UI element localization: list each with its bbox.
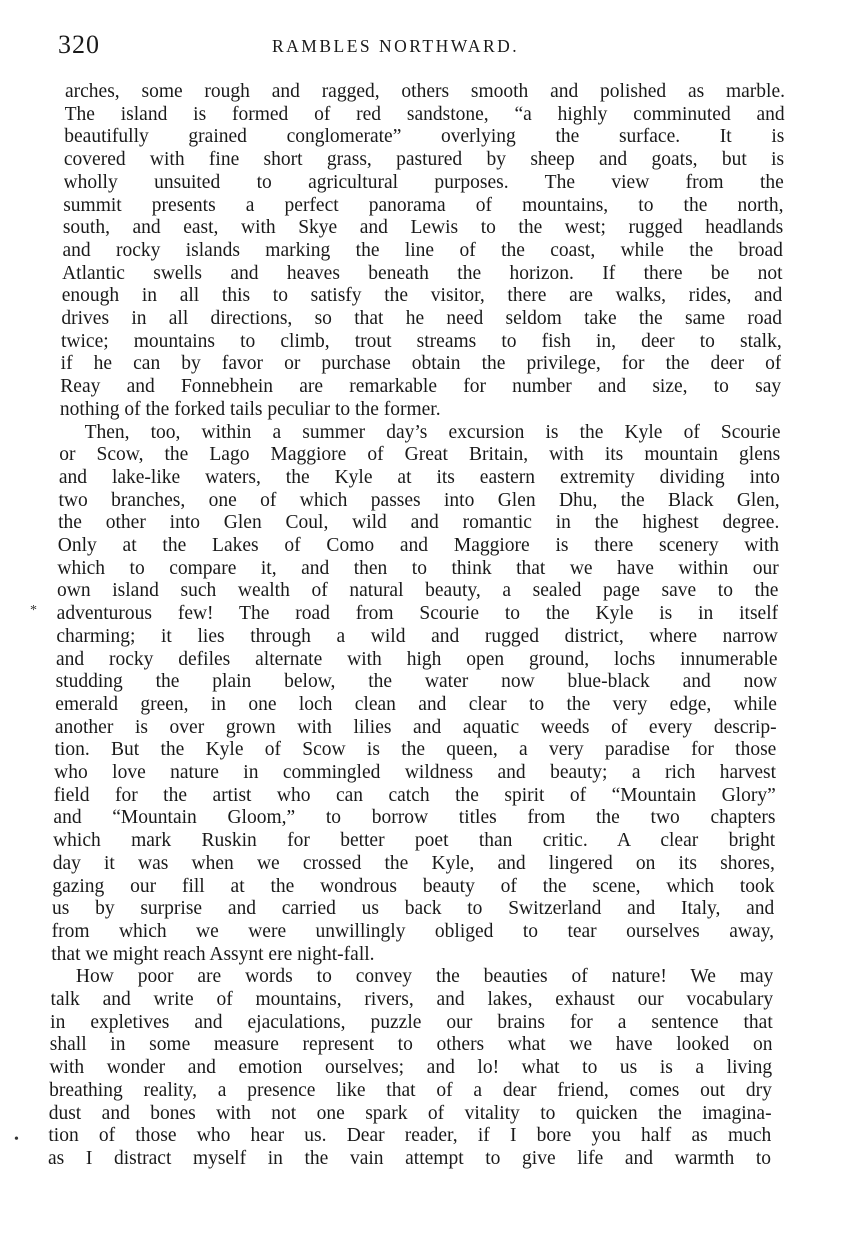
- text-line: breathing reality, a presence like that of a dear friend, comes out dry: [49, 1079, 772, 1101]
- text-line: adventurous few! The road from Scourie to the Kyle is in itself: [56, 603, 779, 625]
- text-line: Atlantic swells and heaves beneath the horizon. If there be not: [62, 262, 783, 284]
- text-line: emerald green, in one loch clean and clear to the very edge, while: [55, 693, 777, 715]
- text-line: covered with fine short grass, pastured by sheep and goats, but is: [63, 149, 785, 171]
- text-line: Reay and Fonnebhein are remarkable for number and size, to say: [60, 376, 782, 398]
- text-line: two branches, one of which passes into Glen Dhu, the Black Glen,: [58, 489, 780, 511]
- text-line: beautifully grained conglomerate” overlying the surface. It is: [64, 126, 785, 148]
- text-line: and “Mountain Gloom,” to borrow titles from the two chapters: [53, 807, 776, 829]
- text-line: enough in all this to satisfy the visitor, there are walks, rides, and: [61, 285, 783, 307]
- text-line: gazing our fill at the wondrous beauty of the scene, which took: [52, 875, 775, 897]
- text-line: and lake-like waters, the Kyle at its eastern extremity dividing into: [58, 466, 780, 488]
- text-line: twice; mountains to climb, trout streams to fish in, deer to stalk,: [61, 330, 782, 352]
- text-line: if he can by favor or purchase obtain the privilege, for the deer of: [60, 353, 782, 375]
- text-line: talk and write of mountains, rivers, and lakes, exhaust our vocabulary: [50, 989, 774, 1010]
- text-line: and rocky defiles alternate with high open ground, lochs innumerable: [55, 648, 778, 670]
- text-line: Then, too, within a summer day’s excursion is the Kyle of Scourie: [84, 421, 781, 443]
- text-line: the other into Glen Coul, wild and romantic in the highest degree.: [58, 512, 780, 534]
- text-line: dust and bones with not one spark of vitality to quicken the imagina-: [48, 1102, 772, 1124]
- text-line: own island such wealth of natural beauty, a sealed page save to the: [57, 580, 779, 602]
- text-line: drives in all directions, so that he need seldom take the same road: [61, 308, 782, 329]
- margin-mark-star: *: [30, 603, 37, 618]
- text-line: which to compare it, and then to think that we have within our: [57, 557, 779, 579]
- text-line: charming; it lies through a wild and rugged district, where narrow: [56, 625, 778, 647]
- text-line: that we might reach Assynt ere night-fall.: [51, 943, 375, 965]
- text-line: nothing of the forked tails peculiar to the former.: [59, 398, 441, 420]
- text-line: How poor are words to convey the beauties of nature! We may: [75, 966, 774, 988]
- text-line: wholly unsuited to agricultural purposes. The view from the: [63, 171, 784, 193]
- text-line: in expletives and ejaculations, puzzle our brains for a sentence that: [50, 1011, 773, 1033]
- text-line: south, and east, with Skye and Lewis to the west; rugged headlands: [62, 217, 784, 239]
- text-line: studding the plain below, the water now blue-black and now: [55, 671, 778, 693]
- text-line: another is over grown with lilies and aquatic weeds of every descrip-: [54, 716, 777, 738]
- text-line: day it was when we crossed the Kyle, and lingered on its shores,: [52, 852, 775, 874]
- text-line: who love nature in commingled wildness and beauty; a rich harvest: [54, 762, 777, 783]
- text-line: and rocky islands marking the line of the coast, while the broad: [62, 239, 783, 261]
- text-line: tion. But the Kyle of Scow is the queen, a very paradise for those: [54, 739, 777, 761]
- text-line: as I distract myself in the vain attempt to give life and warmth to: [48, 1147, 771, 1169]
- text-line: or Scow, the Lago Maggiore of Great Britain, with its mountain glens: [59, 444, 781, 466]
- text-line: The island is formed of red sandstone, “a highly comminuted and: [64, 103, 785, 125]
- text-line: summit presents a perfect panorama of mountains, to the north,: [63, 194, 784, 216]
- page-number: 320: [58, 30, 100, 59]
- running-head: RAMBLES NORTHWARD.: [272, 36, 520, 56]
- text-line: tion of those who hear us. Dear reader, if I bore you half as much: [48, 1125, 772, 1147]
- text-line: from which we were unwillingly obliged to tear ourselves away,: [51, 920, 774, 942]
- text-line: Only at the Lakes of Como and Maggiore is there scenery with: [57, 535, 780, 556]
- text-line: us by surprise and carried us back to Switzerland and Italy, and: [51, 898, 775, 920]
- text-line: with wonder and emotion ourselves; and lo! what to us is a living: [49, 1057, 773, 1079]
- margin-mark-dot: •: [14, 1132, 19, 1147]
- text-line: arches, some rough and ragged, others smooth and polished as marble.: [65, 81, 785, 102]
- text-line: field for the artist who can catch the spirit of “Mountain Glory”: [53, 784, 776, 806]
- text-line: shall in some measure represent to others what we have looked on: [49, 1034, 773, 1056]
- text-line: which mark Ruskin for better poet than critic. A clear bright: [53, 830, 776, 852]
- page-header: [0, 30, 843, 60]
